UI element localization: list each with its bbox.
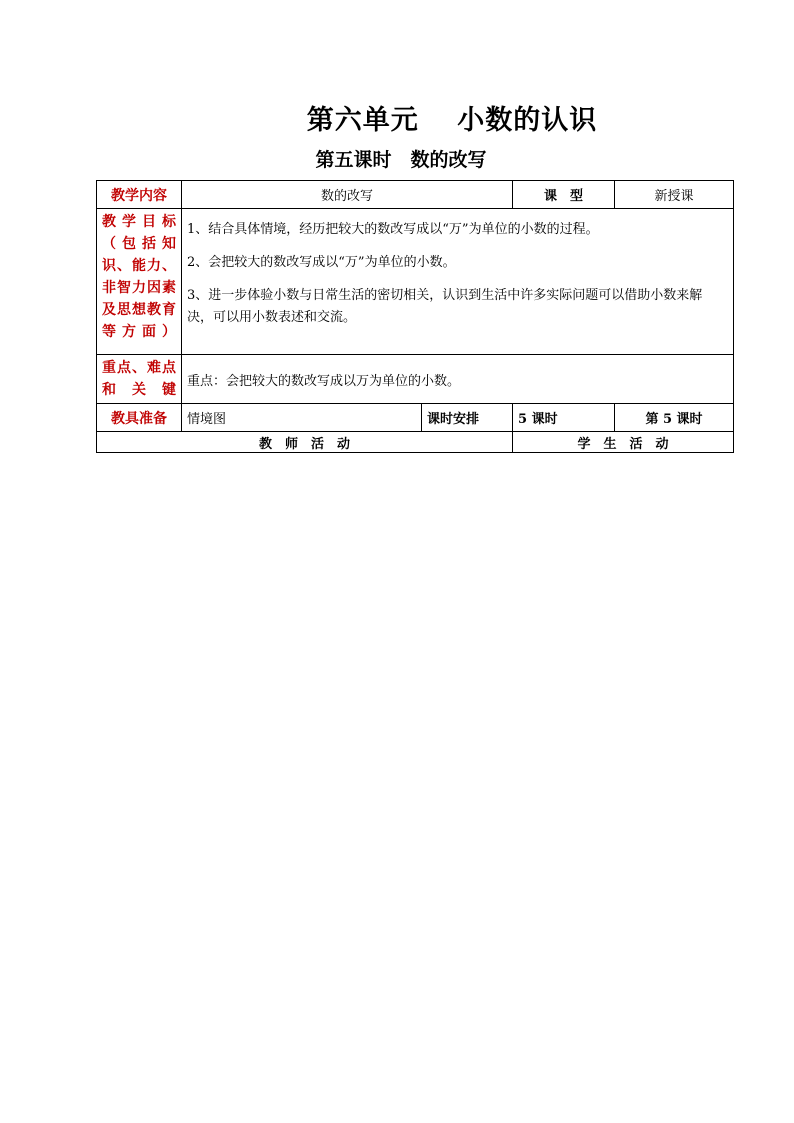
goals-row bbox=[97, 209, 734, 355]
keypoints-row bbox=[97, 355, 734, 404]
keypoints-label: 重点、难点和关键 bbox=[97, 355, 182, 404]
goals-cell bbox=[182, 209, 734, 355]
teacher-activity-header: 教 师 活 动 bbox=[97, 432, 513, 453]
schedule-total: 5 课时 bbox=[513, 404, 615, 432]
unit-title: 第六单元 小数的认识 bbox=[306, 105, 598, 136]
goal-item: 2、会把较大的数改写成以“万”为单位的小数。 bbox=[187, 255, 456, 270]
content-value: 数的改写 bbox=[182, 181, 513, 209]
schedule-current: 第 5 课时 bbox=[615, 404, 734, 432]
content-label: 教学内容 bbox=[97, 181, 182, 209]
tools-row bbox=[97, 404, 734, 432]
type-label: 课 型 bbox=[513, 181, 615, 209]
lesson-title: 第五课时 数的改写 bbox=[315, 149, 487, 171]
tools-label: 教具准备 bbox=[97, 404, 182, 432]
tools-value: 情境图 bbox=[182, 404, 422, 432]
type-value: 新授课 bbox=[615, 181, 734, 209]
schedule-label: 课时安排 bbox=[422, 404, 513, 432]
goal-item: 1、结合具体情境，经历把较大的数改写成以“万”为单位的小数的过程。 bbox=[187, 222, 599, 237]
activity-header-row bbox=[97, 432, 734, 453]
content-row bbox=[97, 181, 734, 209]
keypoints-value: 重点：会把较大的数改写成以万为单位的小数。 bbox=[182, 355, 734, 404]
goals-label: 教学目标（包括知识、能力、非智力因素及思想教育等方面） bbox=[97, 209, 182, 355]
goal-item: 3、进一步体验小数与日常生活的密切相关，认识到生活中许多实际问题可以借助小数来解决，可以用小数表述和交流。 bbox=[187, 288, 703, 325]
lesson-plan-table bbox=[96, 180, 734, 453]
student-activity-header: 学 生 活 动 bbox=[513, 432, 734, 453]
